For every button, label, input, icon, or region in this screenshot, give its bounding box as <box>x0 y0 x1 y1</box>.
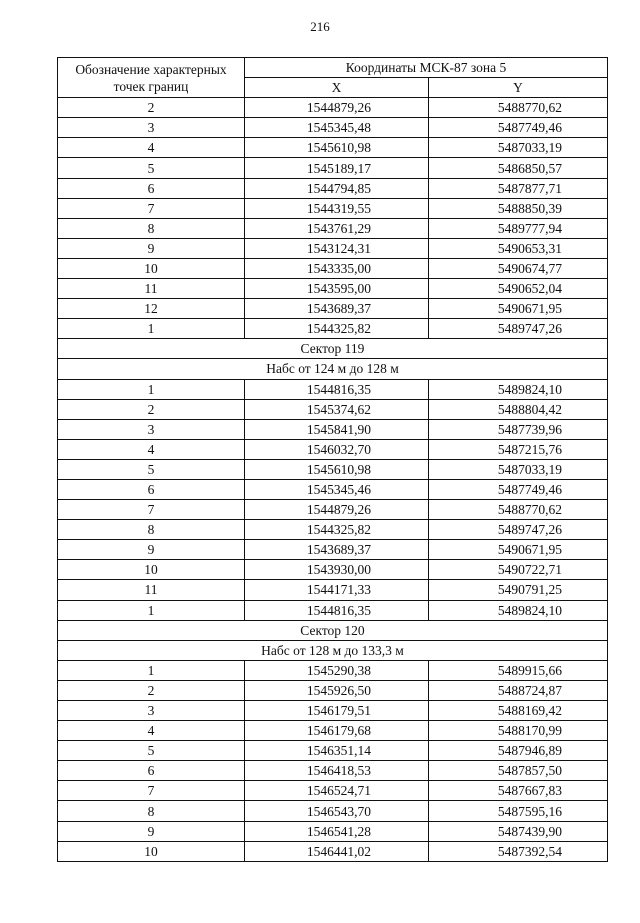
point-label-header <box>58 58 245 98</box>
section-subtitle: Набс от 128 м до 133,3 м <box>58 640 608 660</box>
y-coordinate-cell: 5487033,19 <box>429 459 608 479</box>
point-number-cell: 10 <box>58 560 245 580</box>
point-number-cell: 9 <box>58 540 245 560</box>
y-coordinate-cell: 5487749,46 <box>429 479 608 499</box>
table-row <box>58 841 608 861</box>
x-coordinate-cell: 1546543,70 <box>245 801 429 821</box>
table-row <box>58 178 608 198</box>
point-number-cell: 1 <box>58 319 245 339</box>
x-coordinate-cell: 1544816,35 <box>245 379 429 399</box>
table-row <box>58 439 608 459</box>
x-coordinate-cell: 1545290,38 <box>245 660 429 680</box>
coordinates-table <box>57 57 608 862</box>
coords-title-header: Координаты МСК-87 зона 5 <box>245 58 608 78</box>
page-number: 216 <box>310 19 330 34</box>
table-row <box>58 520 608 540</box>
x-coordinate-cell: 1545374,62 <box>245 399 429 419</box>
x-coordinate-cell: 1546541,28 <box>245 821 429 841</box>
y-coordinate-cell: 5490653,31 <box>429 238 608 258</box>
y-coordinate-cell: 5488170,99 <box>429 721 608 741</box>
point-number-cell: 3 <box>58 118 245 138</box>
table-row <box>58 781 608 801</box>
x-coordinate-cell: 1546418,53 <box>245 761 429 781</box>
y-coordinate-cell: 5490674,77 <box>429 258 608 278</box>
point-label-line1: Обозначение характерных <box>75 61 227 77</box>
point-number-cell: 9 <box>58 821 245 841</box>
table-row <box>58 319 608 339</box>
table-row <box>58 279 608 299</box>
table-row <box>58 238 608 258</box>
y-coordinate-cell: 5488804,42 <box>429 399 608 419</box>
point-number-cell: 7 <box>58 500 245 520</box>
x-coordinate-cell: 1545189,17 <box>245 158 429 178</box>
x-coordinate-cell: 1545345,46 <box>245 479 429 499</box>
table-row <box>58 218 608 238</box>
table-row <box>58 580 608 600</box>
table-row <box>58 459 608 479</box>
section-title-row <box>58 620 608 640</box>
x-coordinate-cell: 1543689,37 <box>245 540 429 560</box>
x-coordinate-cell: 1544879,26 <box>245 500 429 520</box>
x-coordinate-cell: 1544171,33 <box>245 580 429 600</box>
y-coordinate-cell: 5489747,26 <box>429 319 608 339</box>
point-number-cell: 8 <box>58 801 245 821</box>
x-coordinate-cell: 1544325,82 <box>245 319 429 339</box>
point-number-cell: 5 <box>58 158 245 178</box>
table-row <box>58 540 608 560</box>
x-coordinate-cell: 1545841,90 <box>245 419 429 439</box>
table-row <box>58 761 608 781</box>
point-number-cell: 10 <box>58 258 245 278</box>
table-row <box>58 419 608 439</box>
point-number-cell: 4 <box>58 439 245 459</box>
coordinates-table-body <box>58 58 608 862</box>
x-coordinate-cell: 1545610,98 <box>245 138 429 158</box>
table-row <box>58 680 608 700</box>
x-coordinate-cell: 1546179,68 <box>245 721 429 741</box>
point-number-cell: 2 <box>58 680 245 700</box>
table-row <box>58 600 608 620</box>
point-number-cell: 12 <box>58 299 245 319</box>
point-number-cell: 3 <box>58 419 245 439</box>
y-coordinate-cell: 5489747,26 <box>429 520 608 540</box>
y-coordinate-cell: 5488770,62 <box>429 98 608 118</box>
section-subtitle-row <box>58 640 608 660</box>
table-row <box>58 258 608 278</box>
y-coordinate-cell: 5487946,89 <box>429 741 608 761</box>
y-header: Y <box>429 78 608 98</box>
table-row <box>58 701 608 721</box>
point-number-cell: 7 <box>58 781 245 801</box>
point-number-cell: 6 <box>58 178 245 198</box>
y-coordinate-cell: 5486850,57 <box>429 158 608 178</box>
x-coordinate-cell: 1545610,98 <box>245 459 429 479</box>
x-header: X <box>245 78 429 98</box>
point-number-cell: 2 <box>58 98 245 118</box>
x-coordinate-cell: 1543595,00 <box>245 279 429 299</box>
y-coordinate-cell: 5489824,10 <box>429 600 608 620</box>
table-row <box>58 98 608 118</box>
section-title-row <box>58 339 608 359</box>
x-coordinate-cell: 1543124,31 <box>245 238 429 258</box>
y-coordinate-cell: 5487595,16 <box>429 801 608 821</box>
y-coordinate-cell: 5487215,76 <box>429 439 608 459</box>
y-coordinate-cell: 5487392,54 <box>429 841 608 861</box>
x-coordinate-cell: 1543930,00 <box>245 560 429 580</box>
y-coordinate-cell: 5487739,96 <box>429 419 608 439</box>
x-coordinate-cell: 1545345,48 <box>245 118 429 138</box>
point-number-cell: 3 <box>58 701 245 721</box>
y-coordinate-cell: 5490671,95 <box>429 540 608 560</box>
y-coordinate-cell: 5487857,50 <box>429 761 608 781</box>
point-number-cell: 6 <box>58 479 245 499</box>
x-coordinate-cell: 1544325,82 <box>245 520 429 540</box>
y-coordinate-cell: 5488724,87 <box>429 680 608 700</box>
point-number-cell: 11 <box>58 580 245 600</box>
point-number-cell: 10 <box>58 841 245 861</box>
point-number-cell: 1 <box>58 600 245 620</box>
y-coordinate-cell: 5490671,95 <box>429 299 608 319</box>
point-number-cell: 1 <box>58 660 245 680</box>
x-coordinate-cell: 1545926,50 <box>245 680 429 700</box>
point-number-cell: 9 <box>58 238 245 258</box>
y-coordinate-cell: 5487033,19 <box>429 138 608 158</box>
x-coordinate-cell: 1546351,14 <box>245 741 429 761</box>
table-row <box>58 138 608 158</box>
y-coordinate-cell: 5487439,90 <box>429 821 608 841</box>
table-row <box>58 741 608 761</box>
point-number-cell: 2 <box>58 399 245 419</box>
x-coordinate-cell: 1546524,71 <box>245 781 429 801</box>
y-coordinate-cell: 5489824,10 <box>429 379 608 399</box>
point-number-cell: 4 <box>58 138 245 158</box>
table-row <box>58 560 608 580</box>
table-row <box>58 660 608 680</box>
table-row <box>58 399 608 419</box>
y-coordinate-cell: 5488770,62 <box>429 500 608 520</box>
point-number-cell: 8 <box>58 218 245 238</box>
point-number-cell: 7 <box>58 198 245 218</box>
y-coordinate-cell: 5489777,94 <box>429 218 608 238</box>
y-coordinate-cell: 5490722,71 <box>429 560 608 580</box>
point-number-cell: 5 <box>58 741 245 761</box>
x-coordinate-cell: 1544319,55 <box>245 198 429 218</box>
y-coordinate-cell: 5488850,39 <box>429 198 608 218</box>
x-coordinate-cell: 1546032,70 <box>245 439 429 459</box>
x-coordinate-cell: 1543689,37 <box>245 299 429 319</box>
table-row <box>58 500 608 520</box>
x-coordinate-cell: 1546441,02 <box>245 841 429 861</box>
point-label-line2: точек границ <box>113 78 189 94</box>
table-row <box>58 479 608 499</box>
section-title: Сектор 120 <box>58 620 608 640</box>
x-coordinate-cell: 1544816,35 <box>245 600 429 620</box>
section-title: Сектор 119 <box>58 339 608 359</box>
point-number-cell: 4 <box>58 721 245 741</box>
table-row <box>58 198 608 218</box>
y-coordinate-cell: 5490652,04 <box>429 279 608 299</box>
table-row <box>58 118 608 138</box>
x-coordinate-cell: 1543761,29 <box>245 218 429 238</box>
section-subtitle-row <box>58 359 608 379</box>
table-row <box>58 379 608 399</box>
x-coordinate-cell: 1544794,85 <box>245 178 429 198</box>
y-coordinate-cell: 5487749,46 <box>429 118 608 138</box>
y-coordinate-cell: 5487667,83 <box>429 781 608 801</box>
point-number-cell: 6 <box>58 761 245 781</box>
y-coordinate-cell: 5488169,42 <box>429 701 608 721</box>
header-row <box>58 58 608 78</box>
point-number-cell: 5 <box>58 459 245 479</box>
table-row <box>58 801 608 821</box>
point-number-cell: 8 <box>58 520 245 540</box>
y-coordinate-cell: 5489915,66 <box>429 660 608 680</box>
point-number-cell: 11 <box>58 279 245 299</box>
y-coordinate-cell: 5487877,71 <box>429 178 608 198</box>
table-row <box>58 821 608 841</box>
x-coordinate-cell: 1544879,26 <box>245 98 429 118</box>
y-coordinate-cell: 5490791,25 <box>429 580 608 600</box>
section-subtitle: Набс от 124 м до 128 м <box>58 359 608 379</box>
point-number-cell: 1 <box>58 379 245 399</box>
table-row <box>58 299 608 319</box>
table-row <box>58 721 608 741</box>
table-row <box>58 158 608 178</box>
x-coordinate-cell: 1546179,51 <box>245 701 429 721</box>
x-coordinate-cell: 1543335,00 <box>245 258 429 278</box>
